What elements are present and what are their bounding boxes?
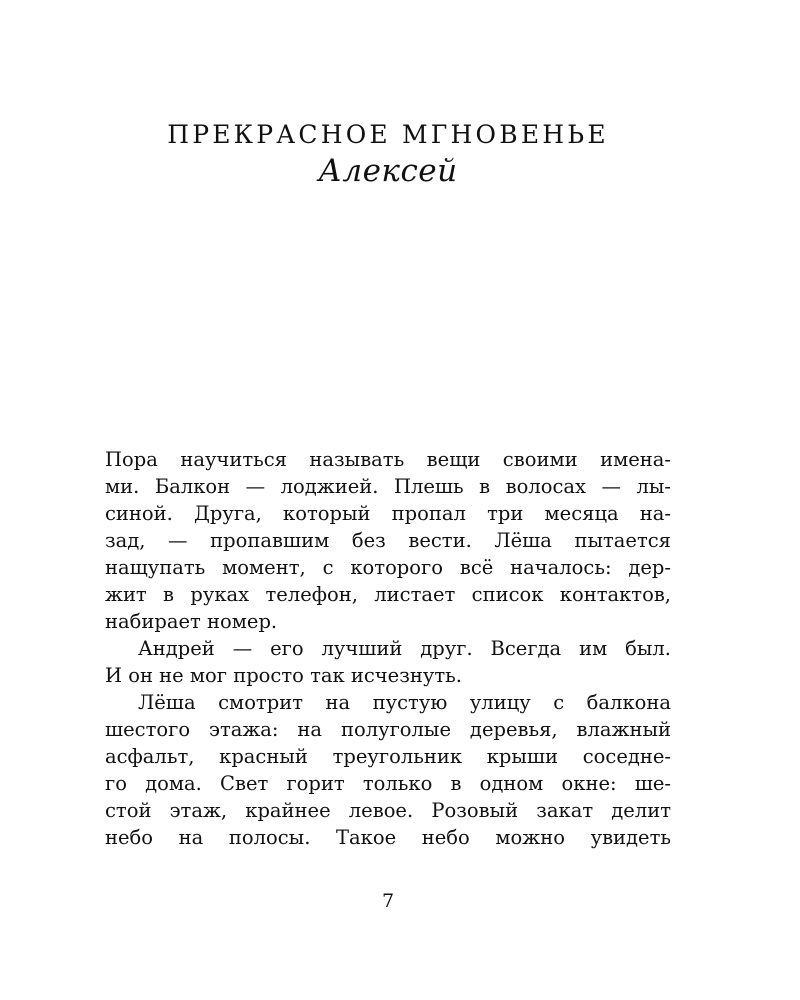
- text-line: Лёша смотрит на пустую улицу с балкона: [138, 691, 671, 714]
- text-line: шестого этажа: на полуголые деревья, влажный: [105, 718, 671, 741]
- text-line: Андрей — его лучший друг. Всегда им был.: [138, 637, 671, 660]
- text-line: синой. Друга, который пропал три месяца на-: [105, 502, 671, 525]
- text-line: жит в руках телефон, листает список контактов,: [105, 583, 671, 606]
- page-number: 7: [381, 890, 395, 912]
- body-text: [105, 446, 671, 851]
- text-line: Пора научиться называть вещи своими имена-: [105, 448, 671, 471]
- chapter-subtitle: Алексей: [318, 153, 458, 189]
- text-line: набирает номер.: [105, 610, 278, 633]
- text-line: небо на полосы. Такое небо можно увидеть: [105, 826, 671, 849]
- text-line: го дома. Свет горит только в одном окне: ше-: [105, 772, 671, 795]
- text-line: ми. Балкон — лоджией. Плешь в волосах — лы-: [105, 475, 671, 498]
- chapter-title: ПРЕКРАСНОЕ МГНОВЕНЬЕ: [167, 120, 609, 149]
- text-line: стой этаж, крайнее левое. Розовый закат делит: [105, 799, 671, 822]
- text-line: зад, — пропавшим без вести. Лёша пытается: [105, 529, 671, 552]
- text-line: И он не мог просто так исчезнуть.: [105, 664, 462, 687]
- text-line: асфальт, красный треугольник крыши соседне-: [105, 745, 671, 768]
- text-line: нащупать момент, с которого всё началось: дер-: [105, 556, 671, 579]
